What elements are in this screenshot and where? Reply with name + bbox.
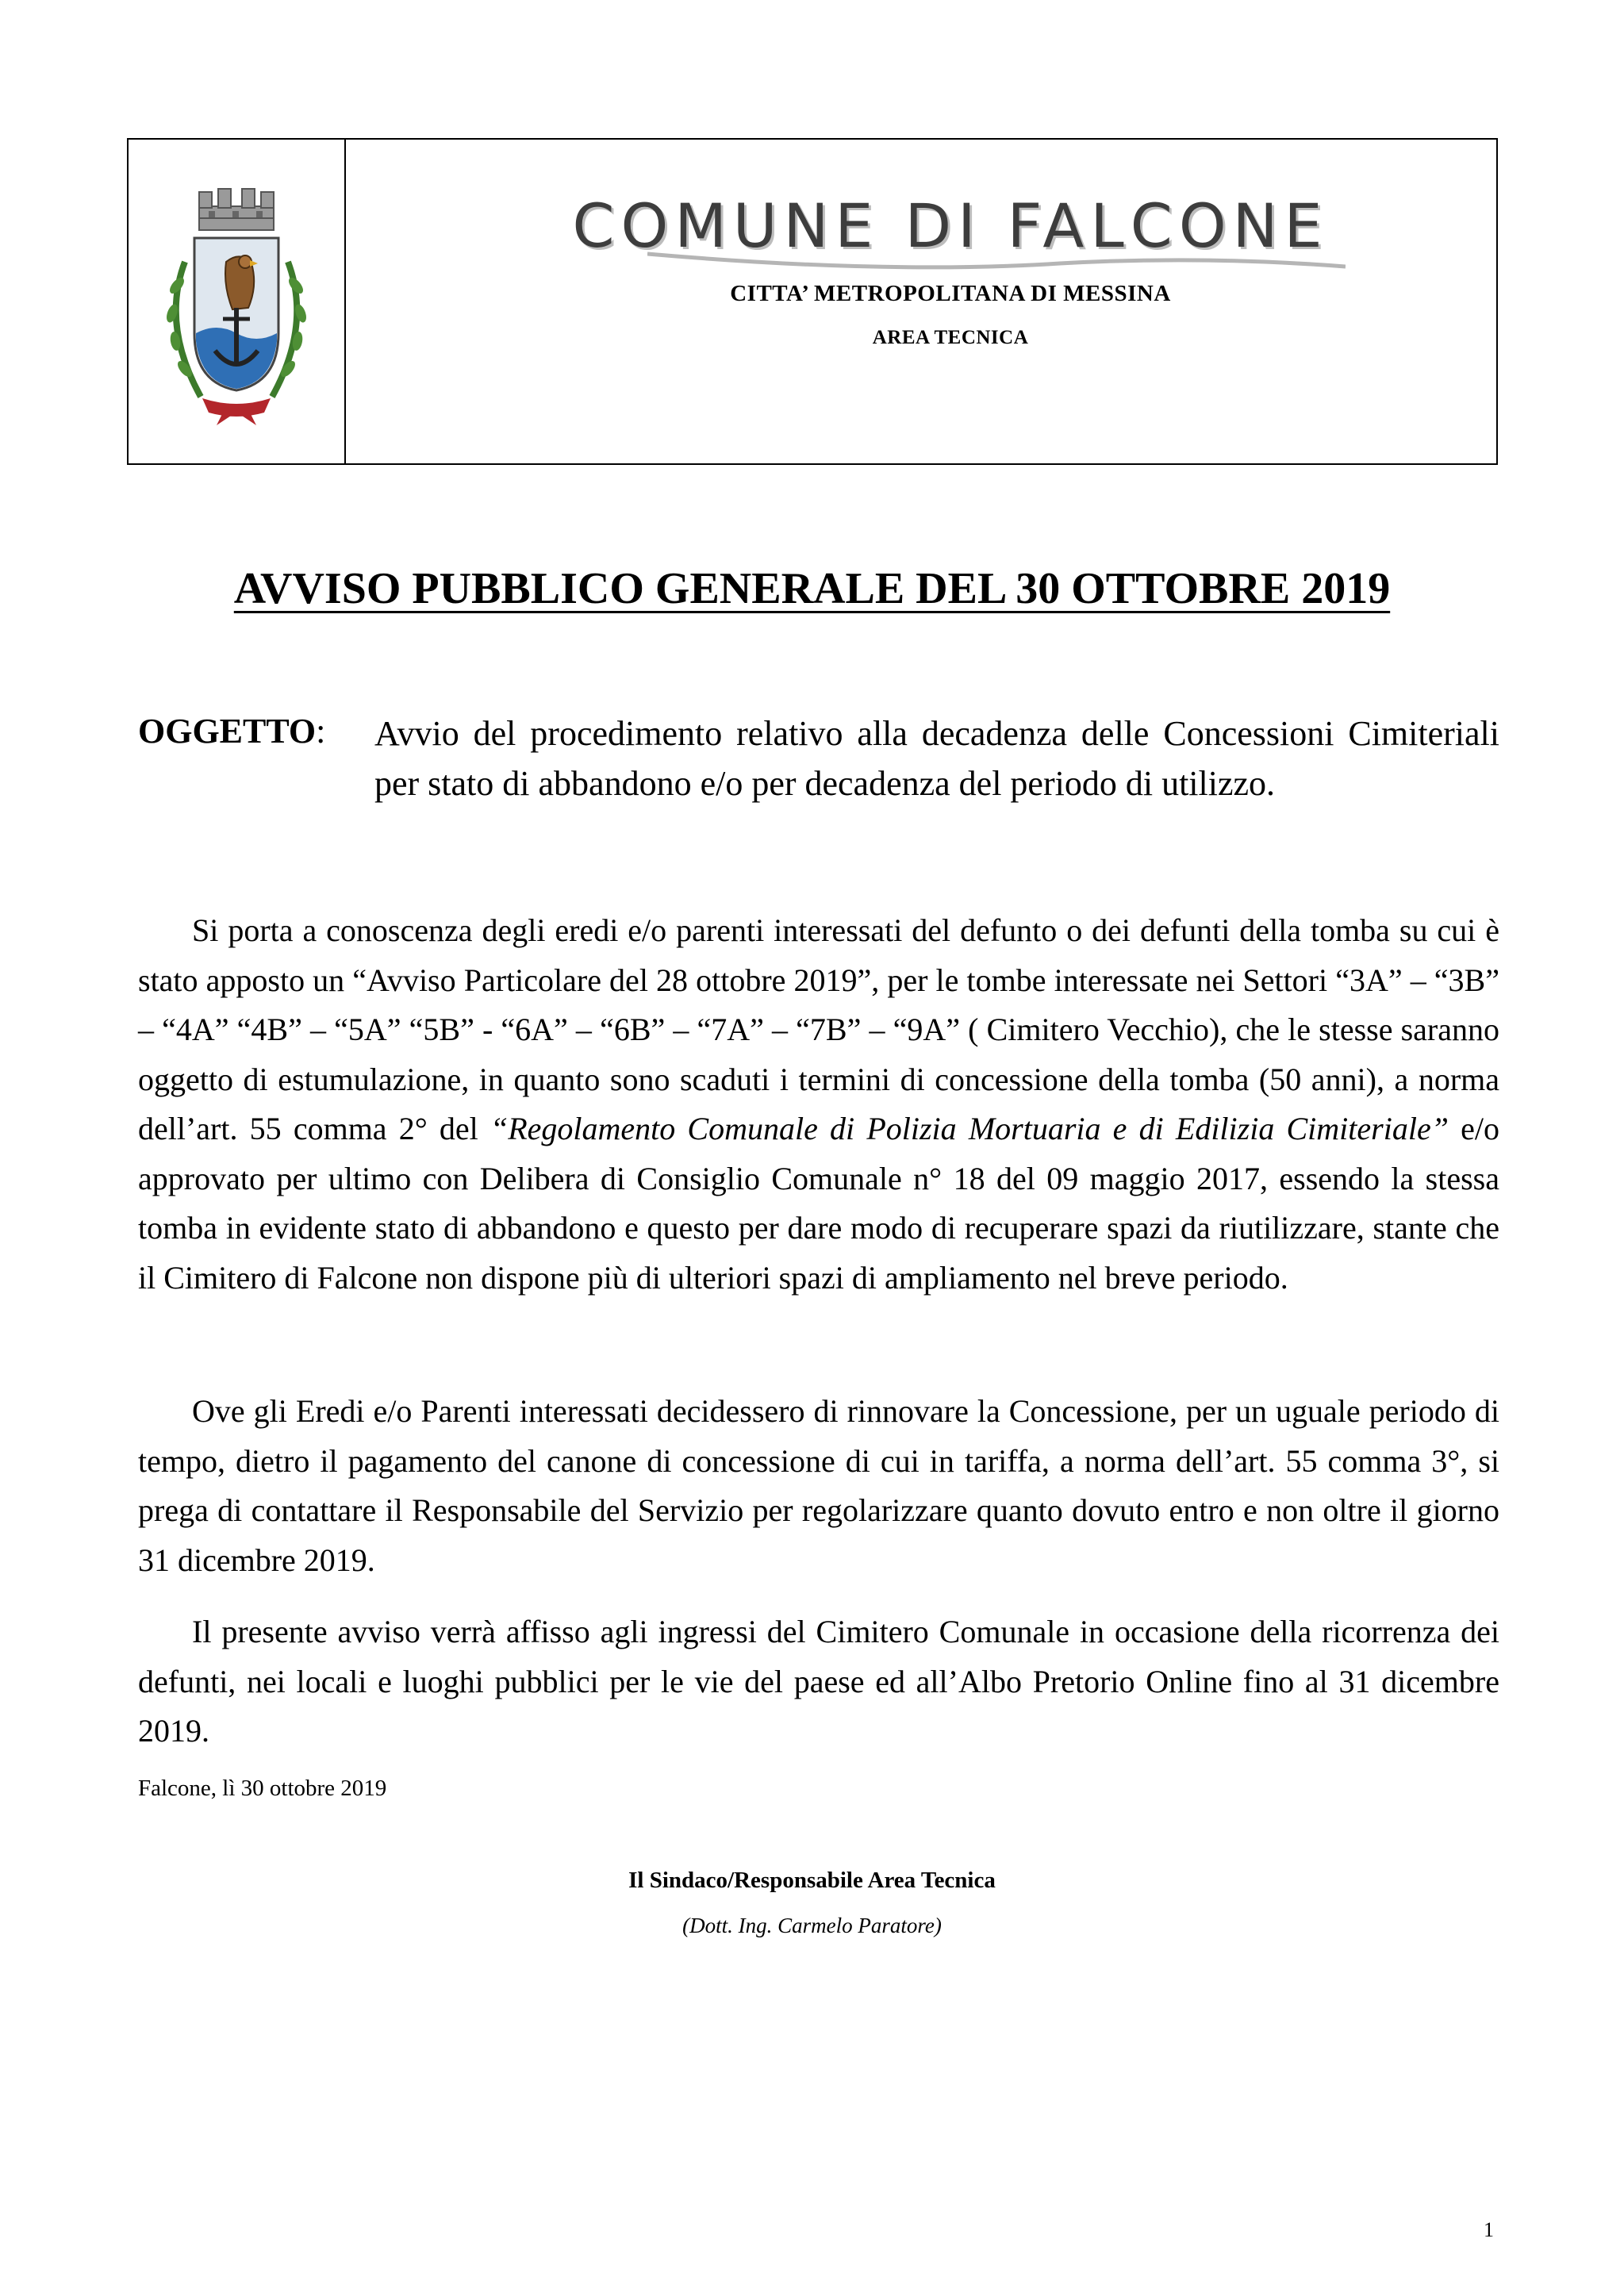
paragraph-notice-part-1: Si porta a conoscenza degli eredi e/o parenti interessati del defunto o dei defunti della tomba su cui è stato apposto un “Avviso Particolare del 28 ottobre 2019”, per le tombe interessate nei Settori “3A” – “3B” – “4A” “4B” – “5A” “5B” - “6A” – “6B” – “7A” – “7B” – “9A” ( Cimitero Vecchio), che le stesse saranno oggetto di estumulazione, in quanto sono scaduti i termini di concessione della tomba (50 anni), a norma dell’art. 55 comma 2° del <box>138 912 1499 1146</box>
paragraph-notice-part-2: e/o approvato per ultimo con Delibera di Consiglio Comunale n° 18 del 09 maggio 2017, essendo la stessa tomba in evidente stato di abbandono e questo per dare modo di recuperare spazi da riutilizzare, stante che il Cimitero di Falcone non dispone più di ulteriori spazi di ampliamento nel breve periodo. <box>138 1111 1500 1296</box>
shield-icon <box>194 238 278 390</box>
regulation-title: “Regolamento Comunale di Polizia Mortuaria e di Edilizia Cimiteriale” <box>490 1111 1449 1146</box>
title-swoosh-icon <box>647 243 1346 275</box>
signer-role: Il Sindaco/Responsabile Area Tecnica <box>628 1868 996 1893</box>
paragraph-notice <box>138 906 1499 1303</box>
coat-of-arms-icon <box>153 175 320 428</box>
metropolitan-city: CITTA’ METROPOLITANA DI MESSINA <box>730 281 1171 306</box>
paragraph-posting: Il presente avviso verrà affisso agli ingressi del Cimitero Comunale in occasione della ricorrenza dei defunti, nei locali e luoghi pubblici per le vie del paese ed all’Albo Pretorio Online fino al 31 dicembre 2019. <box>138 1614 1499 1749</box>
notice-title-text: AVVISO PUBBLICO GENERALE DEL 30 OTTOBRE 2019 <box>233 564 1391 613</box>
letterhead-box <box>127 138 1498 465</box>
crown-icon <box>199 189 274 230</box>
subject-text: Avvio del procedimento relativo alla decadenza delle Concessioni Cimiteriali per stato di abbandono e/o per decadenza del periodo di utilizzo. <box>374 714 1499 803</box>
municipality-name: COMUNE DI FALCONE <box>572 190 1329 261</box>
crest-cell <box>129 140 346 463</box>
subject-label <box>138 711 325 751</box>
subject-label-colon: : <box>316 712 326 751</box>
department-name: AREA TECNICA <box>872 327 1029 348</box>
letterhead-title-cell <box>346 140 1496 463</box>
page-number: 1 <box>1484 2218 1494 2241</box>
paragraph-renewal: Ove gli Eredi e/o Parenti interessati decidessero di rinnovare la Concessione, per un uguale periodo di tempo, dietro il pagamento del canone di concessione di cui in tariffa, a norma dell’art. 55 comma 3°, si prega di contattare il Responsabile del Servizio per regolarizzare quanto dovuto entro e non oltre il giorno 31 dicembre 2019. <box>138 1393 1499 1578</box>
ribbon-icon <box>202 398 271 425</box>
place-and-date: Falcone, lì 30 ottobre 2019 <box>138 1776 387 1801</box>
notice-title <box>0 563 1624 614</box>
subject-label-text: OGGETTO <box>138 712 317 751</box>
signer-name: (Dott. Ing. Carmelo Paratore) <box>682 1914 942 1937</box>
